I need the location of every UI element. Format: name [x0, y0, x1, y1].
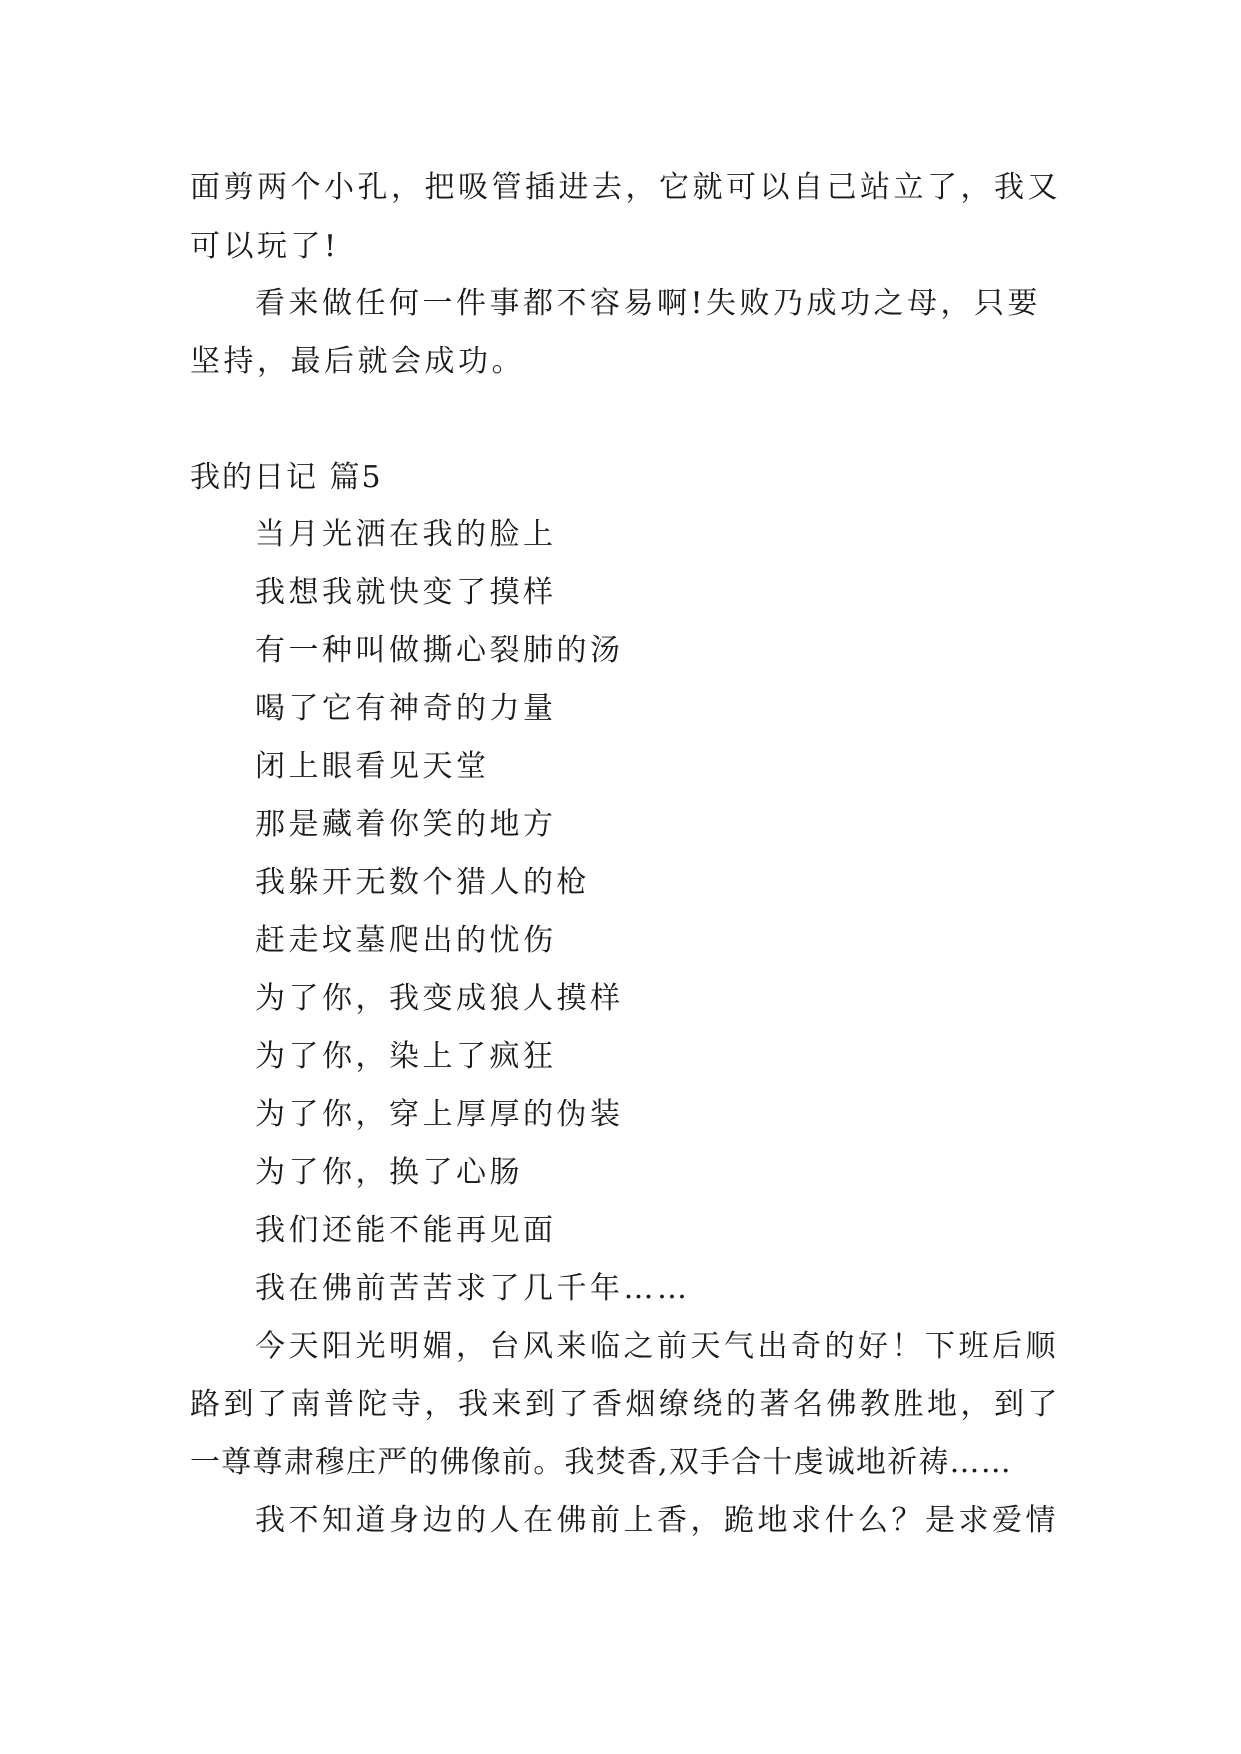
paragraph-line: 一尊尊肃穆庄严的佛像前。我焚香,双手合十虔诚地祈祷……: [190, 1445, 1012, 1480]
paragraph-line: 可以玩了!: [190, 229, 340, 264]
poem-line: 赶走坟墓爬出的忧伤: [255, 923, 557, 958]
paragraph-line: 我不知道身边的人在佛前上香，跪地求什么？是求爱情: [255, 1503, 1059, 1538]
poem-line: 我在佛前苦苦求了几千年……: [255, 1271, 691, 1306]
poem-line: 为了你，我变成狼人摸样: [255, 981, 624, 1016]
poem-line: 闭上眼看见天堂: [255, 749, 490, 784]
poem-line: 那是藏着你笑的地方: [255, 807, 557, 842]
poem-line: 为了你，换了心肠: [255, 1155, 523, 1190]
paragraph-line: 路到了南普陀寺，我来到了香烟缭绕的著名佛教胜地，到了: [190, 1387, 1061, 1422]
poem-line: 我们还能不能再见面: [255, 1213, 557, 1248]
poem-line: 我躲开无数个猎人的枪: [255, 865, 590, 900]
section-heading: 我的日记 篇5: [190, 460, 383, 495]
poem-line: 有一种叫做撕心裂肺的汤: [255, 633, 624, 668]
paragraph-line: 今天阳光明媚，台风来临之前天气出奇的好！下班后顺: [255, 1329, 1059, 1364]
poem-line: 我想我就快变了摸样: [255, 575, 557, 610]
paragraph-line: 坚持，最后就会成功。: [190, 344, 525, 379]
paragraph-line: 看来做任何一件事都不容易啊!失败乃成功之母，只要: [255, 286, 1042, 321]
poem-line: 为了你，染上了疯狂: [255, 1039, 557, 1074]
poem-line: 当月光洒在我的脸上: [255, 517, 557, 552]
poem-line: 为了你，穿上厚厚的伪装: [255, 1097, 624, 1132]
paragraph-line: 面剪两个小孔，把吸管插进去，它就可以自己站立了，我又: [190, 170, 1061, 205]
poem-line: 喝了它有神奇的力量: [255, 691, 557, 726]
